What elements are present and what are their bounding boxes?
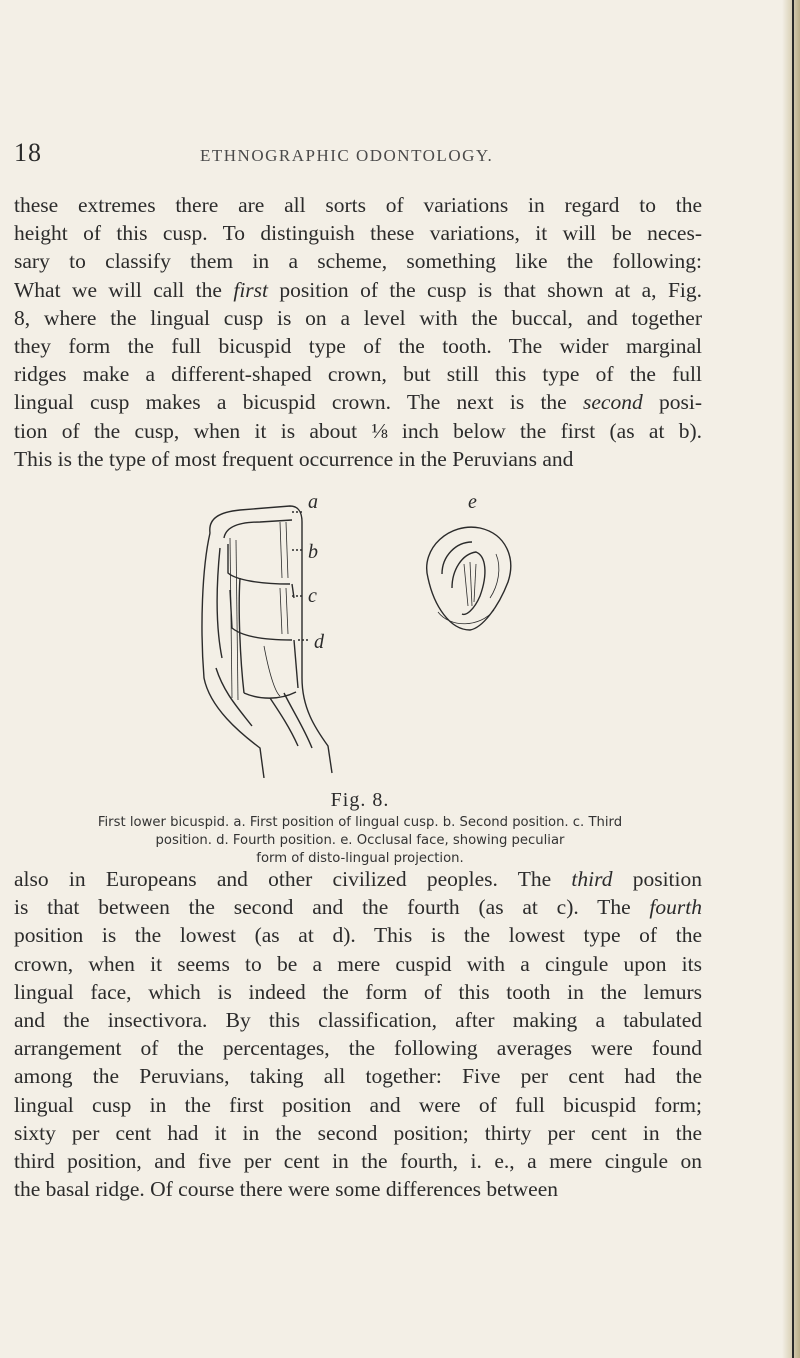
text-line	[14, 276, 702, 304]
text-line	[14, 893, 702, 921]
text-span: position	[612, 867, 702, 891]
label-c: c	[308, 585, 317, 607]
text-line: sixty per cent had it in the second position; thirty per cent in the	[14, 1120, 702, 1145]
text-line: 8, where the lingual cusp is on a level with the buccal, and together	[14, 305, 702, 330]
emphasis: second	[583, 390, 643, 415]
text-line: lingual cusp in the first position and were of full bicuspid form;	[14, 1092, 702, 1117]
text-line: ridges make a different-shaped crown, but still this type of the full	[14, 362, 702, 387]
text-line: third position, and five per cent in the fourth, i. e., a mere cingule on	[14, 1149, 702, 1174]
text-line: they form the full bicuspid type of the tooth. The wider marginal	[14, 334, 702, 359]
paragraph-1	[14, 191, 702, 473]
text-span: is that between the second and the fourth (as at c). The	[14, 895, 650, 920]
text-span: What we will call the	[14, 277, 234, 302]
text-span: position of the cusp is that shown at a, Fig.	[268, 277, 703, 302]
text-line: crown, when it seems to be a mere cuspid with a cingule upon its	[14, 951, 702, 976]
emphasis: fourth	[649, 895, 702, 920]
emphasis: first	[233, 277, 268, 302]
text-line: sary to classify them in a scheme, something like the following:	[14, 249, 702, 274]
label-b: b	[308, 541, 318, 563]
text-span: lingual cusp makes a bicuspid crown. The next is the	[14, 390, 584, 415]
figure-title: Fig. 8.	[330, 789, 390, 811]
running-head: ETHNOGRAPHIC ODONTOLOGY.	[200, 146, 494, 165]
text-span: posi-	[642, 390, 702, 415]
page-edge-shadow	[782, 0, 800, 1358]
text-line: tion of the cusp, when it is about ⅛ inch below the first (as at b).	[14, 418, 702, 443]
text-line: height of this cusp. To distinguish these variations, it will be neces-	[14, 221, 702, 246]
text-line	[14, 865, 702, 893]
tooth-drawing	[180, 478, 540, 778]
text-line: these extremes there are all sorts of variations in regard to the	[14, 193, 702, 217]
page-number: 18	[14, 138, 42, 167]
text-line: arrangement of the percentages, the following averages were found	[14, 1036, 702, 1061]
text-span: also in Europeans and other civilized peoples. The	[14, 867, 572, 891]
label-a: a	[308, 491, 318, 513]
figure-caption	[18, 814, 702, 868]
label-d: d	[314, 631, 324, 653]
caption-line: First lower bicuspid. a. First position of lingual cusp. b. Second position. c. Third	[97, 815, 623, 830]
page-edge-line	[792, 0, 794, 1358]
text-line: the basal ridge. Of course there were some differences between	[14, 1177, 559, 1202]
text-line: and the insectivora. By this classification, after making a tabulated	[14, 1008, 702, 1033]
label-e: e	[468, 491, 477, 513]
text-line: lingual face, which is indeed the form of this tooth in the lemurs	[14, 979, 702, 1004]
paragraph-2	[14, 865, 702, 1203]
emphasis: third	[571, 867, 613, 891]
text-line: among the Peruvians, taking all together: Five per cent had the	[14, 1064, 702, 1089]
caption-line: form of disto-lingual projection.	[256, 851, 464, 866]
caption-line: position. d. Fourth position. e. Occlusal face, showing peculiar	[155, 833, 565, 848]
figure-8-illustration	[180, 478, 540, 778]
text-line	[14, 388, 702, 416]
text-line: position is the lowest (as at d). This is the lowest type of the	[14, 923, 702, 948]
text-line: This is the type of most frequent occurrence in the Peruvians and	[14, 446, 574, 471]
